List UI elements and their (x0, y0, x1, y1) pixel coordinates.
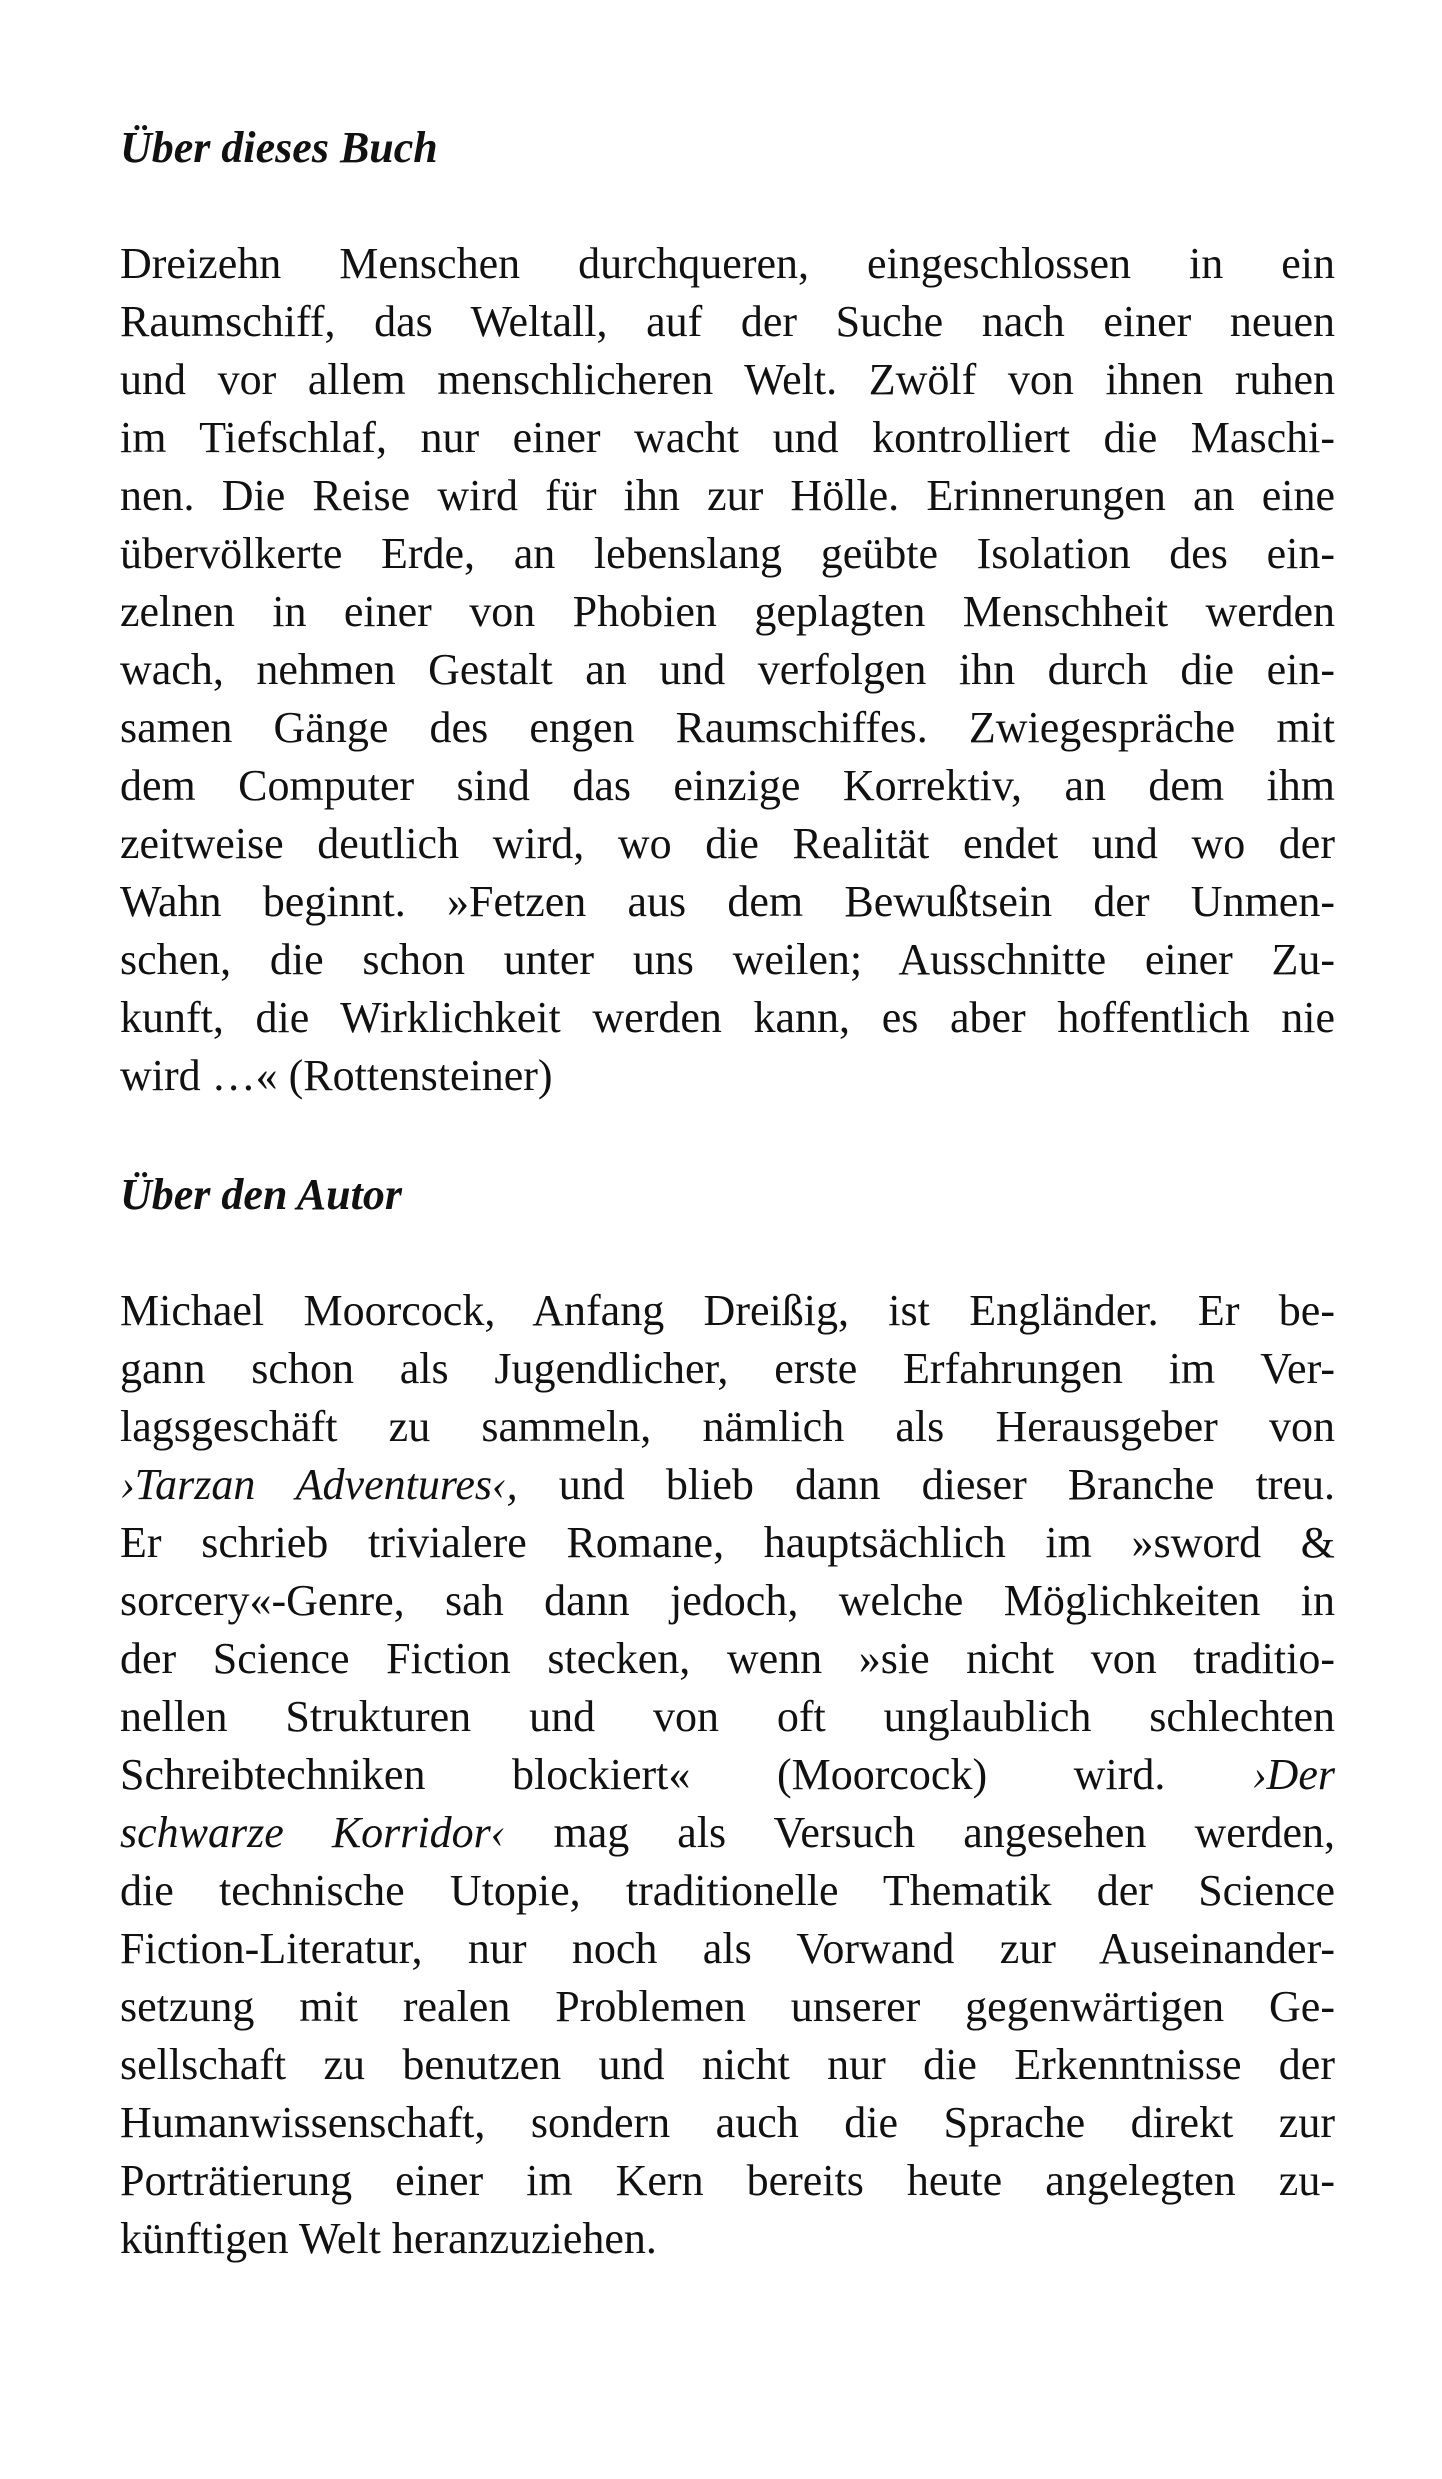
paragraph-line: Humanwissenschaft, sondern auch die Sprache direkt zur (120, 2098, 1335, 2147)
paragraph-line: im Tiefschlaf, nur einer wacht und kontrolliert die Maschi- (120, 413, 1335, 462)
paragraph-line: wach, nehmen Gestalt an und verfolgen ihn durch die ein- (120, 645, 1335, 694)
paragraph-line: sorcery«-Genre, sah dann jedoch, welche Möglichkeiten in (120, 1576, 1335, 1625)
about-author-heading: Über den Autor (120, 1170, 402, 1219)
paragraph-line: zelnen in einer von Phobien geplagten Menschheit werden (120, 587, 1335, 636)
paragraph-line: nen. Die Reise wird für ihn zur Hölle. Erinnerungen an eine (120, 471, 1335, 520)
line-text: Schreibtechniken blockiert« (Moorcock) wird. (120, 1750, 1252, 1799)
paragraph-line: lagsgeschäft zu sammeln, nämlich als Herausgeber von (120, 1402, 1335, 1451)
book-title-korridor-end: schwarze Korridor‹ (120, 1808, 506, 1857)
paragraph-line: samen Gänge des engen Raumschiffes. Zwiegespräche mit (120, 703, 1335, 752)
paragraph-line: Er schrieb trivialere Romane, hauptsächlich im »sword & (120, 1518, 1335, 1567)
book-title-tarzan: ›Tarzan Adventures‹, (120, 1460, 518, 1509)
paragraph-line (120, 1746, 1335, 1804)
paragraph-line: Raumschiff, das Weltall, auf der Suche nach einer neuen (120, 297, 1335, 346)
paragraph-line: setzung mit realen Problemen unserer gegenwärtigen Ge- (120, 1982, 1335, 2031)
paragraph-line: Porträtierung einer im Kern bereits heute angelegten zu- (120, 2156, 1335, 2205)
paragraph-line: dem Computer sind das einzige Korrektiv, an dem ihm (120, 761, 1335, 810)
paragraph-line: Wahn beginnt. »Fetzen aus dem Bewußtsein der Unmen- (120, 877, 1335, 926)
line-text: mag als Versuch angesehen werden, (505, 1808, 1336, 1857)
paragraph-line: übervölkerte Erde, an lebenslang geübte Isolation des ein- (120, 529, 1335, 578)
paragraph-line: schen, die schon unter uns weilen; Ausschnitte einer Zu- (120, 935, 1335, 984)
paragraph-line: die technische Utopie, traditionelle Thematik der Science (120, 1866, 1335, 1915)
paragraph-line: der Science Fiction stecken, wenn »sie nicht von traditio- (120, 1634, 1335, 1683)
paragraph-line: nellen Strukturen und von oft unglaublich schlechten (120, 1692, 1335, 1741)
paragraph-line: Michael Moorcock, Anfang Dreißig, ist Engländer. Er be- (120, 1286, 1335, 1335)
paragraph-line: sellschaft zu benutzen und nicht nur die Erkenntnisse der (120, 2040, 1335, 2089)
paragraph-line (120, 1456, 1335, 1514)
line-text: und blieb dann dieser Branche treu. (517, 1460, 1335, 1509)
paragraph-line: künftigen Welt heranzuziehen. (120, 2214, 657, 2263)
paragraph-line: wird …« (Rottensteiner) (120, 1051, 553, 1100)
paragraph-line: kunft, die Wirklichkeit werden kann, es aber hoffentlich nie (120, 993, 1335, 1042)
paragraph-line (120, 1804, 1335, 1862)
paragraph-line: Fiction-Literatur, nur noch als Vorwand zur Auseinander- (120, 1924, 1335, 1973)
paragraph-line: zeitweise deutlich wird, wo die Realität endet und wo der (120, 819, 1335, 868)
paragraph-line: und vor allem menschlicheren Welt. Zwölf von ihnen ruhen (120, 355, 1335, 404)
paragraph-line: gann schon als Jugendlicher, erste Erfahrungen im Ver- (120, 1344, 1335, 1393)
about-book-heading: Über dieses Buch (120, 123, 438, 172)
paragraph-line: Dreizehn Menschen durchqueren, eingeschlossen in ein (120, 239, 1335, 288)
book-title-korridor-start: ›Der (1251, 1750, 1335, 1799)
